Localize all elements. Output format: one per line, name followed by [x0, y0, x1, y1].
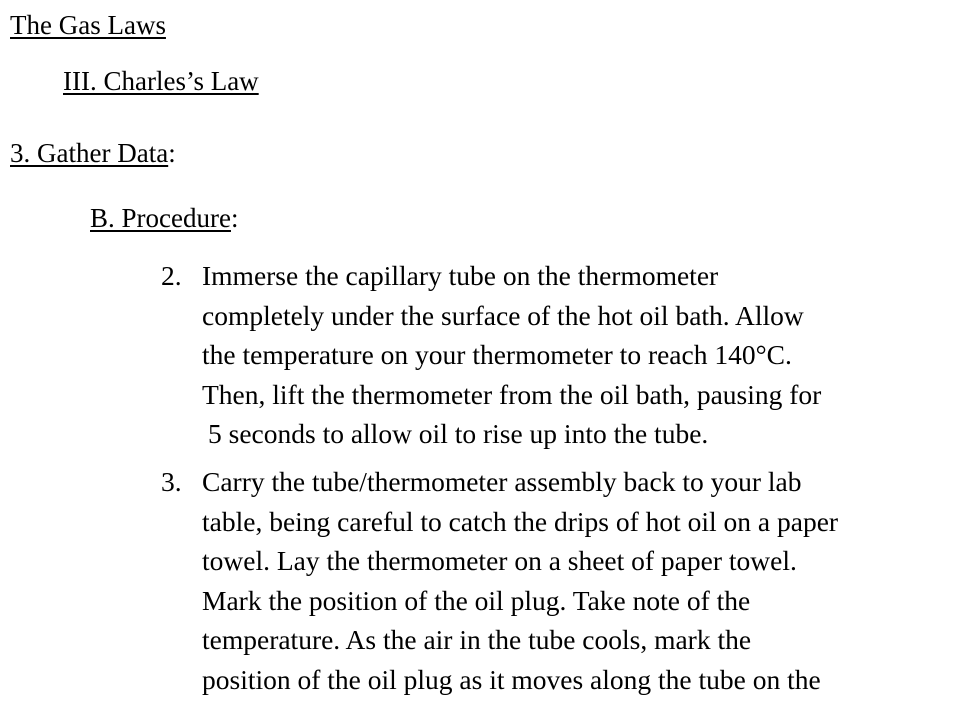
step-line: position of the oil plug as it moves along the tube on the: [202, 663, 821, 695]
procedure-step-2: [161, 256, 821, 454]
step-line: towel. Lay the thermometer on a sheet of paper towel.: [202, 545, 797, 577]
step-line: Carry the tube/thermometer assembly back to your lab: [202, 466, 802, 497]
step-line: 5 seconds to allow oil to rise up into the tube.: [208, 418, 709, 450]
page-subtitle: [63, 66, 259, 97]
procedure-heading: [90, 203, 238, 234]
step-line: Mark the position of the oil plug. Take note of the: [202, 584, 751, 616]
section-heading: [10, 138, 176, 169]
section-heading-text: 3. Gather Data: [10, 138, 169, 168]
step-line: temperature. As the air in the tube cools, mark the: [202, 624, 752, 656]
step-line: Then, lift the thermometer from the oil bath, pausing for: [202, 378, 822, 410]
page-subtitle-text: III. Charles’s Law: [63, 66, 259, 96]
procedure-heading-colon: :: [230, 203, 239, 233]
step-line: table, being careful to catch the drips of hot oil on a paper: [202, 505, 839, 537]
step-number: 3.: [161, 466, 182, 497]
procedure-step-3: [161, 462, 838, 700]
procedure-heading-text: B. Procedure: [90, 203, 231, 233]
step-number: 2.: [161, 260, 182, 291]
page-title: [10, 10, 166, 41]
section-heading-colon: :: [168, 138, 176, 168]
step-line: Immerse the capillary tube on the thermometer: [202, 260, 719, 291]
step-line: the temperature on your thermometer to reach 140°C.: [202, 339, 792, 371]
step-line: completely under the surface of the hot oil bath. Allow: [202, 299, 804, 331]
page-title-text: The Gas Laws: [10, 10, 166, 40]
